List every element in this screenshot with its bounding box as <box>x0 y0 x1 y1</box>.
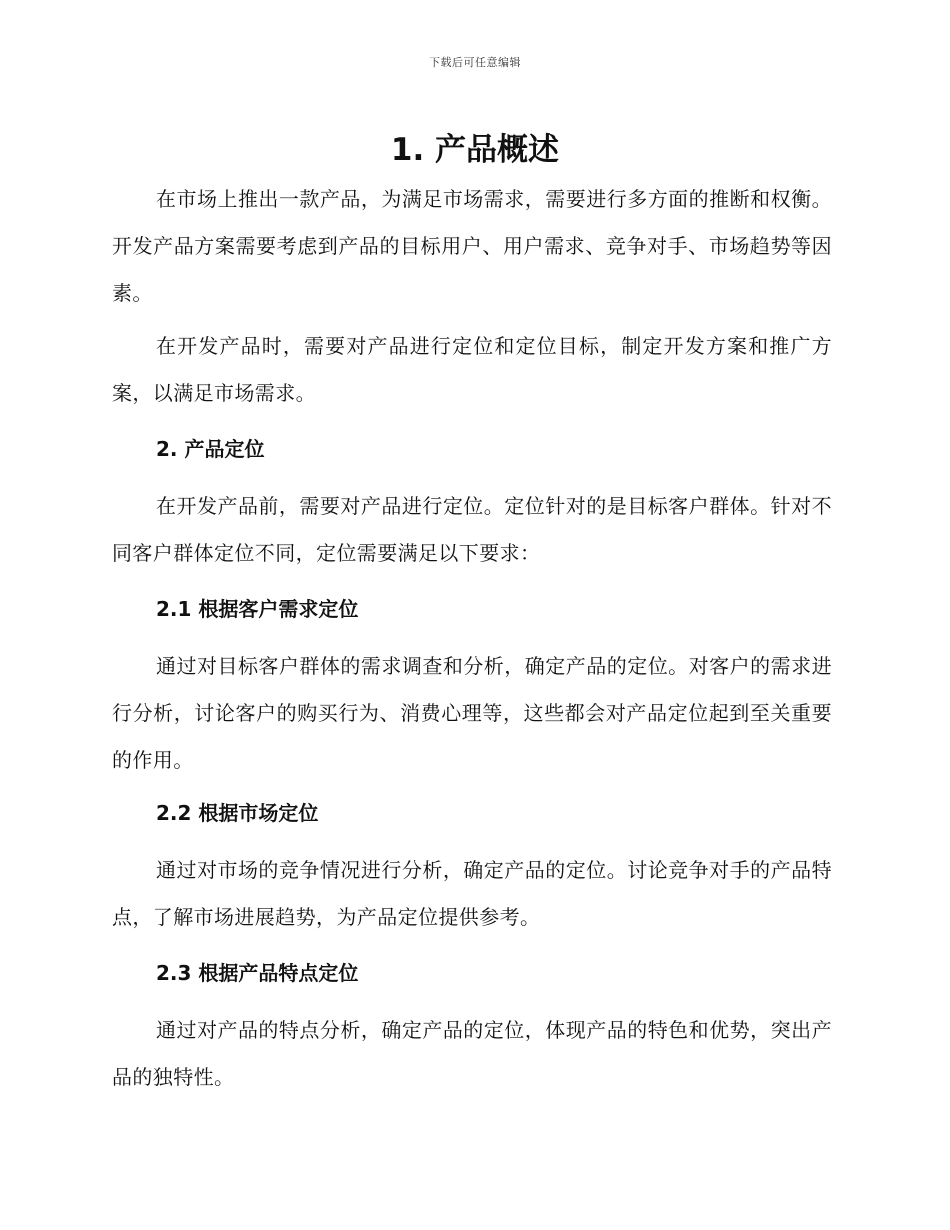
subsection-heading-customer-needs: 2.1 根据客户需求定位 <box>156 597 359 621</box>
overview-paragraph-2: 在开发产品时，需要对产品进行定位和定位目标，制定开发方案和推广方案，以满足市场需求。 <box>112 334 832 405</box>
header-note: 下载后可任意编辑 <box>429 56 521 69</box>
market-paragraph: 通过对市场的竞争情况进行分析，确定产品的定位。讨论竞争对手的产品特点，了解市场进展趋势，为产品定位提供参考。 <box>112 858 832 929</box>
product-features-paragraph: 通过对产品的特点分析，确定产品的定位，体现产品的特色和优势，突出产品的独特性。 <box>112 1018 832 1089</box>
subsection-heading-product-features: 2.3 根据产品特点定位 <box>156 961 359 985</box>
subsection-heading-market: 2.2 根据市场定位 <box>156 801 319 825</box>
section-heading-positioning: 2. 产品定位 <box>156 437 265 461</box>
page-title: 1. 产品概述 <box>390 132 560 168</box>
overview-paragraph-1: 在市场上推出一款产品，为满足市场需求，需要进行多方面的推断和权衡。开发产品方案需要考虑到产品的目标用户、用户需求、竞争对手、市场趋势等因素。 <box>112 187 832 305</box>
customer-needs-paragraph: 通过对目标客户群体的需求调查和分析，确定产品的定位。对客户的需求进行分析，讨论客户的购买行为、消费心理等，这些都会对产品定位起到至关重要的作用。 <box>112 654 832 772</box>
positioning-paragraph: 在开发产品前，需要对产品进行定位。定位针对的是目标客户群体。针对不同客户群体定位不同，定位需要满足以下要求： <box>112 494 832 565</box>
